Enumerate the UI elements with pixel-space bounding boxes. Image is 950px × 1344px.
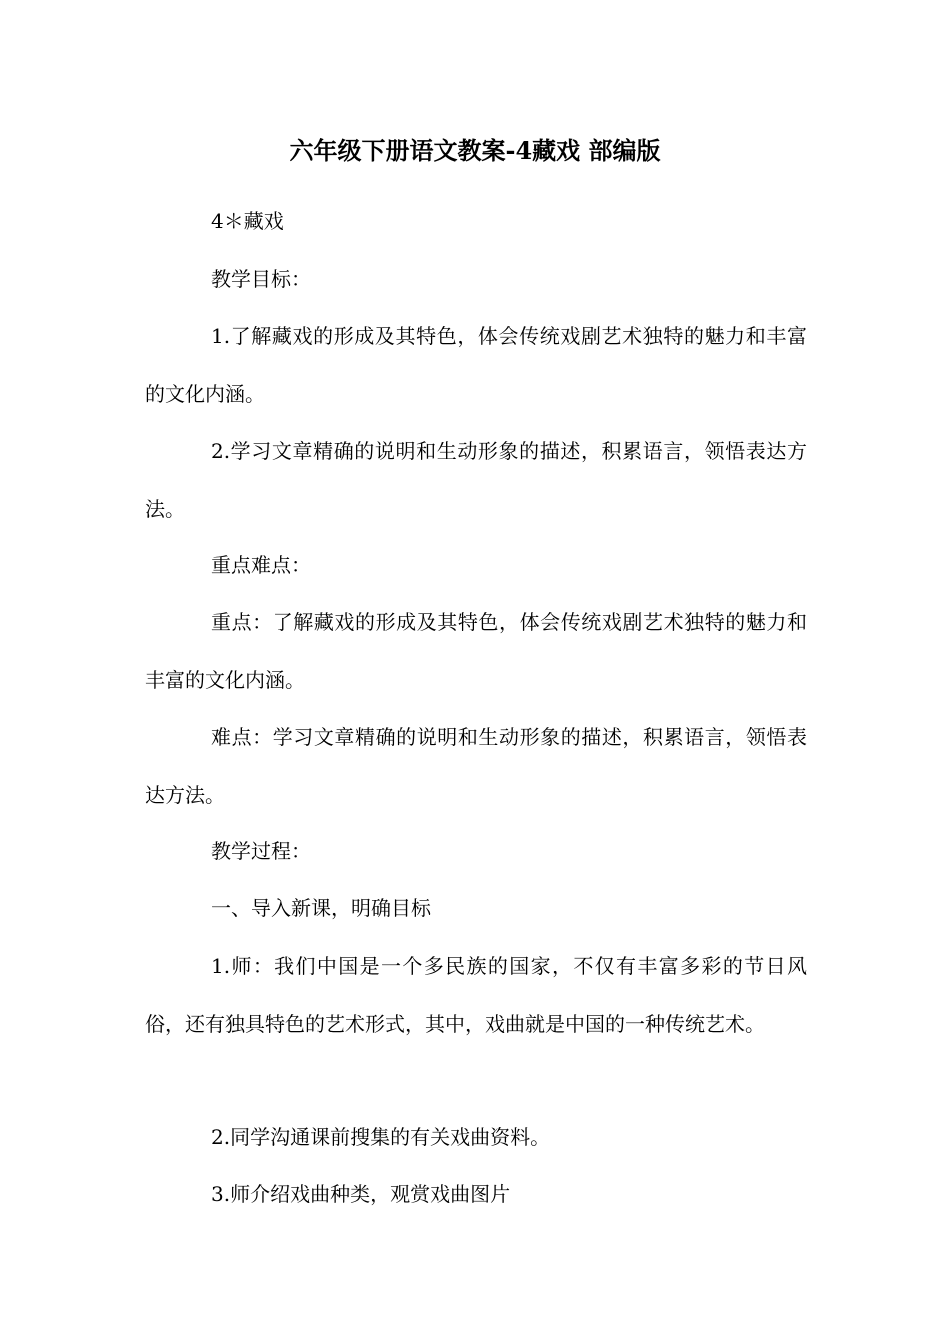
step-heading-1: 一、导入新课，明确目标 [211, 896, 431, 920]
section-heading-goals: 教学目标： [211, 267, 311, 291]
process-paragraph-1: 1.师：我们中国是一个多民族的国家，不仅有丰富多彩的节日风俗，还有独具特色的艺术形式，其中，戏曲就是中国的一种传统艺术。 [145, 954, 807, 1036]
goal-paragraph-2: 2.学习文章精确的说明和生动形象的描述，积累语言，领悟表达方法。 [145, 439, 807, 521]
lesson-heading: 4＊藏戏 [211, 209, 284, 233]
section-heading-process: 教学过程： [211, 839, 311, 863]
key-point-paragraph: 重点：了解藏戏的形成及其特色，体会传统戏剧艺术独特的魅力和丰富的文化内涵。 [145, 610, 807, 692]
section-heading-key-points: 重点难点： [211, 553, 311, 577]
goal-paragraph-1: 1.了解藏戏的形成及其特色，体会传统戏剧艺术独特的魅力和丰富的文化内涵。 [145, 324, 807, 406]
process-paragraph-3: 3.师介绍戏曲种类，观赏戏曲图片 [211, 1182, 511, 1206]
document-title: 六年级下册语文教案-4藏戏 部编版 [289, 136, 661, 165]
difficulty-paragraph: 难点：学习文章精确的说明和生动形象的描述，积累语言，领悟表达方法。 [145, 725, 807, 807]
process-paragraph-2: 2.同学沟通课前搜集的有关戏曲资料。 [211, 1125, 551, 1149]
